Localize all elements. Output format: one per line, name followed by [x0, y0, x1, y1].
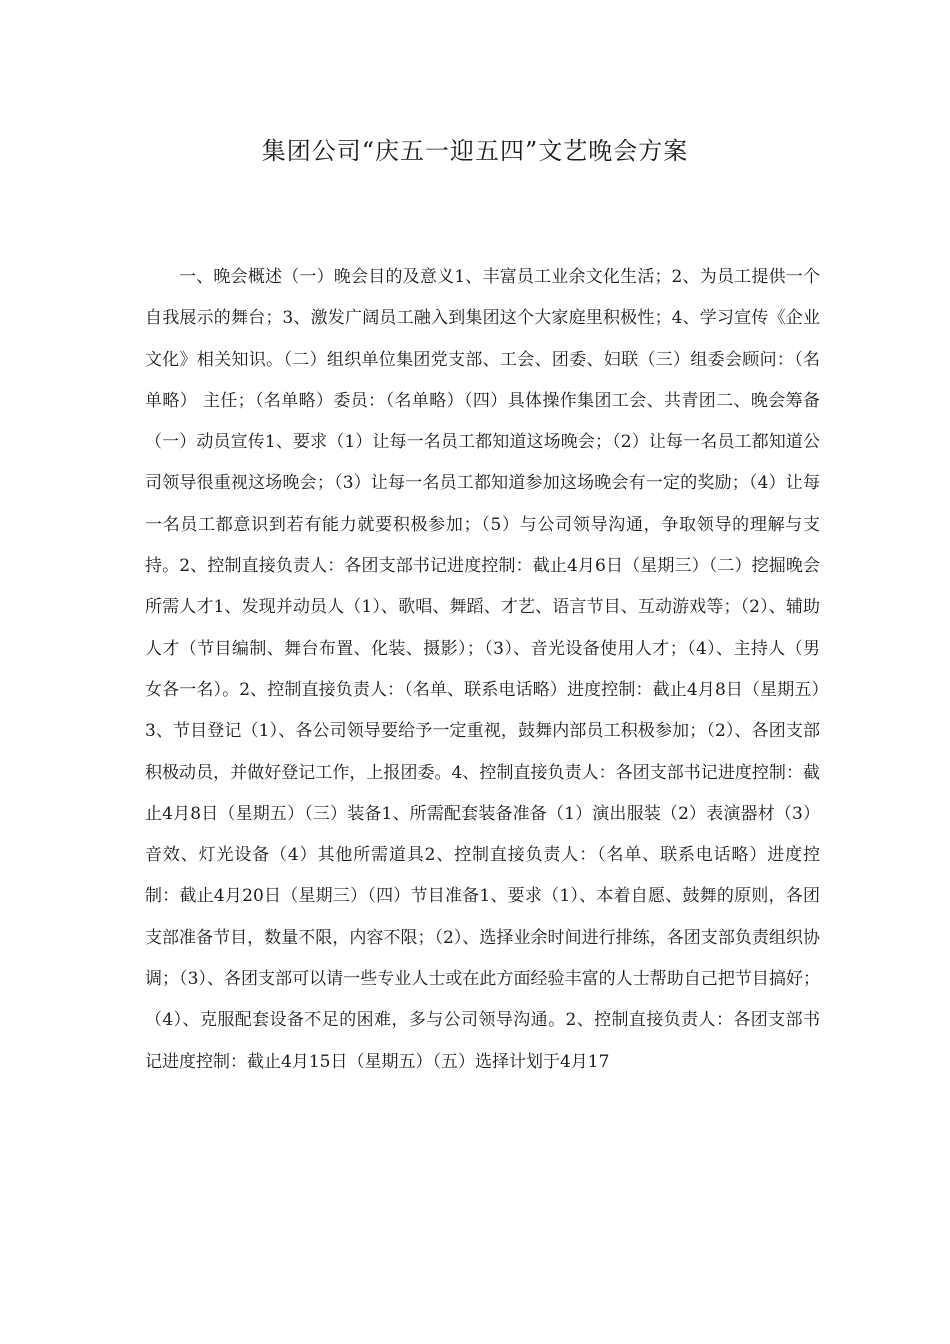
document-title: 集团公司“庆五一迎五四”文艺晚会方案: [261, 137, 689, 165]
document-body-paragraph: 一、晚会概述（一）晚会目的及意义1、丰富员工业余文化生活；2、为员工提供一个自我展示的舞台；3、激发广阔员工融入到集团这个大家庭里积极性；4、学习宣传《企业文化》相关知识。（二）组织单位集团党支部、工会、团委、妇联（三）组委会顾问：（名单略） 主任；（名单略）委员：（名单略）（四）具体操作集团工会、共青团二、晚会筹备（一）动员宣传1、要求（1）让每一名员工都知道这场晚会；（2）让每一名员工都知道公司领导很重视这场晚会；（3）让每一名员工都知道参加这场晚会有一定的奖励；（4）让每一名员工都意识到若有能力就要积极参加；（5）与公司领导沟通，争取领导的理解与支持。2、控制直接负责人：各团支部书记进度控制：截止4月6日（星期三）（二）挖掘晚会所需人才1、发现并动员人（1）、歌唱、舞蹈、才艺、语言节目、互动游戏等；（2）、辅助人才（节目编制、舞台布置、化装、摄影）；（3）、音光设备使用人才；（4）、主持人（男女各一名）。2、控制直接负责人：（名单、联系电话略）进度控制：截止4月8日（星期五）3、节目登记（1）、各公司领导要给予一定重视，鼓舞内部员工积极参加；（2）、各团支部积极动员，并做好登记工作，上报团委。4、控制直接负责人：各团支部书记进度控制：截止4月8日（星期五）（三）装备1、所需配套装备准备（1）演出服装（2）表演器材（3）音效、灯光设备（4）其他所需道具2、控制直接负责人：（名单、联系电话略）进度控制：截止4月20日（星期三）（四）节目准备1、要求（1）、本着自愿、鼓舞的原则，各团支部准备节目，数量不限，内容不限；（2）、选择业余时间进行排练，各团支部负责组织协调；（3）、各团支部可以请一些专业人士或在此方面经验丰富的人士帮助自己把节目搞好；（4）、克服配套设备不足的困难，多与公司领导沟通。2、控制直接负责人：各团支部书记进度控制：截止4月15日（星期五）（五）选择计划于4月17: [145, 267, 820, 1072]
